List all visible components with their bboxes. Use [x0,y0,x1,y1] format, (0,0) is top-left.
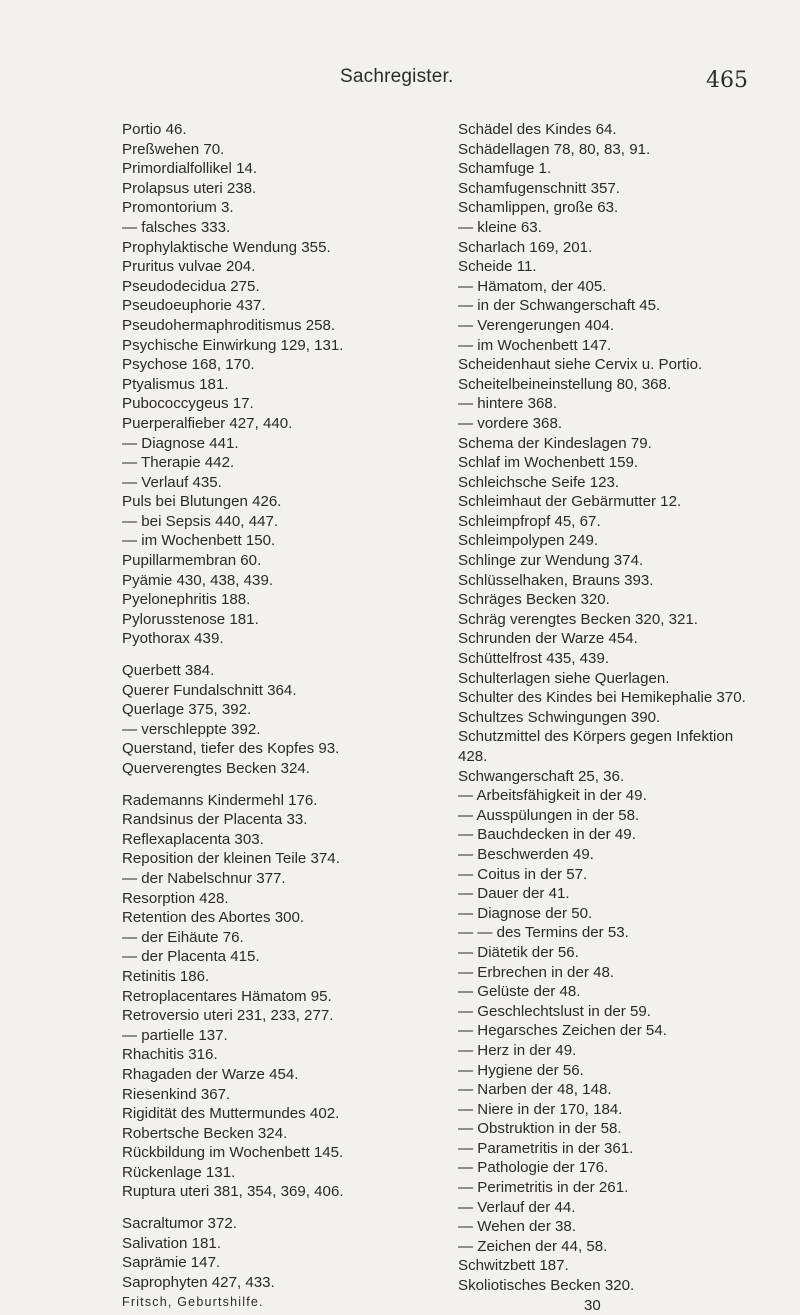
index-entry: Retroplacentares Hämatom 95. [122,987,332,1005]
index-entry: Schamfugenschnitt 357. [458,179,620,197]
index-entry: — der Eihäute 76. [122,928,244,946]
index-entry: — der Placenta 415. [122,948,260,966]
index-entry: Ruptura uteri 381, 354, 369, 406. [122,1183,344,1201]
index-entry: — Verlauf der 44. [458,1198,576,1216]
index-entry: Retinitis 186. [122,967,210,985]
index-entry: Scheidenhaut siehe Cervix u. Portio. [458,356,703,374]
index-entry: — Perimetritis in der 261. [458,1179,629,1197]
index-entry: Schlinge zur Wendung 374. [458,552,644,570]
index-entry: Saprophyten 427, 433. [122,1273,275,1291]
index-entry: Schlüsselhaken, Brauns 393. [458,571,654,589]
index-entry: Schultzes Schwingungen 390. [458,708,661,726]
index-entry: Pseudoeuphorie 437. [122,297,266,315]
index-entry: — der Nabelschnur 377. [122,869,286,887]
index-entry: Pruritus vulvae 204. [122,258,256,276]
index-column-left [122,120,452,1313]
index-entry: Pylorusstenose 181. [122,610,259,628]
index-entry: Portio 46. [122,121,187,138]
index-entry: Reposition der kleinen Teile 374. [122,850,340,868]
index-entry: — Narben der 48, 148. [458,1081,612,1099]
index-entry: — Arbeitsfähigkeit in der 49. [458,787,647,805]
index-entry: Scheide 11. [458,258,537,276]
index-entry: Querstand, tiefer des Kopfes 93. [122,740,340,758]
index-entry: — — des Termins der 53. [458,924,629,942]
index-entry: — Ausspülungen in der 58. [458,806,640,824]
index-entry: Schleimpolypen 249. [458,532,599,550]
index-column-right [458,120,758,1315]
index-entry: — Diagnose der 50. [458,904,593,922]
index-entry: Rigidität des Muttermundes 402. [122,1105,340,1123]
index-entry: Schema der Kindeslagen 79. [458,434,652,452]
signature-mark: 30 [584,1296,601,1314]
index-entry: Pyämie 430, 438, 439. [122,571,274,589]
index-entry: Retention des Abortes 300. [122,909,305,927]
section-gap [122,779,452,791]
index-entry: Preßwehen 70. [122,140,225,158]
index-entry: Schleichsche Seife 123. [458,473,620,491]
index-entry: Puls bei Blutungen 426. [122,493,282,511]
index-entry: — Erbrechen in der 48. [458,963,615,981]
index-entry: — Herz in der 49. [458,1041,577,1059]
index-entry: — Dauer der 41. [458,885,570,903]
index-entry: Schleimhaut der Gebärmutter 12. [458,493,682,511]
index-entry: Schwitzbett 187. [458,1257,569,1275]
index-entry: Pyothorax 439. [122,630,224,648]
index-entry: Scharlach 169, 201. [458,238,593,256]
index-entry: Riesenkind 367. [122,1085,231,1103]
index-entry: Schulter des Kindes bei Hemikephalie 370. [458,689,746,707]
index-entry: Schädel des Kindes 64. [458,121,617,138]
index-entry: — falsches 333. [122,218,231,236]
index-entry: Skoliotisches Becken 320. [458,1277,635,1295]
index-entry: Querverengtes Becken 324. [122,760,310,777]
index-entry: — im Wochenbett 150. [122,532,276,550]
index-entry: — Hegarsches Zeichen der 54. [458,1022,667,1040]
index-entry: Schlaf im Wochenbett 159. [458,454,639,472]
index-entry: Schleimpfropf 45, 67. [458,512,601,530]
index-entry: Querlage 375, 392. [122,701,252,719]
index-entry: — in der Schwangerschaft 45. [458,297,661,315]
index-entry: Schüttelfrost 435, 439. [458,650,610,668]
index-entry: Schulterlagen siehe Querlagen. [458,669,670,687]
index-entry: — Obstruktion in der 58. [458,1120,622,1138]
index-entry: — Pathologie der 176. [458,1159,609,1177]
index-entry: Ptyalismus 181. [122,375,229,393]
index-entry: — Hygiene der 56. [458,1061,584,1079]
page-number: 465 [706,68,748,93]
index-entry: Psychische Einwirkung 129, 131. [122,336,344,354]
index-entry: Prophylaktische Wendung 355. [122,238,331,256]
index-entry: Pseudodecidua 275. [122,277,260,295]
index-entry: Querer Fundalschnitt 364. [122,681,297,699]
index-entry: Rademanns Kindermehl 176. [122,791,318,809]
running-title: Sachregister. [340,66,454,87]
index-entry: Rhachitis 316. [122,1046,218,1064]
index-entry: Rhagaden der Warze 454. [122,1065,299,1083]
index-entry: — Wehen der 38. [458,1218,577,1236]
index-entry: Querbett 384. [122,662,215,680]
index-entry: — Gelüste der 48. [458,983,581,1001]
index-entry: — kleine 63. [458,218,542,236]
index-entry: Pyelonephritis 188. [122,591,251,609]
index-entry: — Verengerungen 404. [458,316,615,334]
index-entry: — bei Sepsis 440, 447. [122,512,279,530]
index-entry: Rückenlage 131. [122,1163,236,1181]
index-entry: Scheitelbeineinstellung 80, 368. [458,375,672,393]
index-entry: Resorption 428. [122,889,229,907]
index-entry: Reflexaplacenta 303. [122,830,264,848]
index-entry: — Beschwerden 49. [458,845,594,863]
index-entry: Schwangerschaft 25, 36. [458,767,625,785]
index-entry: Pseudohermaphroditismus 258. [122,316,336,334]
section-gap [122,649,452,661]
index-entry: Primordialfollikel 14. [122,160,258,178]
index-entry: Prolapsus uteri 238. [122,179,257,197]
index-entry: Sacraltumor 372. [122,1215,237,1233]
index-entry: — vordere 368. [458,414,563,432]
index-entry: Pupillarmembran 60. [122,552,262,570]
index-entry: — Bauchdecken in der 49. [458,826,636,844]
index-entry: — Geschlechtslust in der 59. [458,1002,651,1020]
section-gap [122,1202,452,1214]
index-entry: Pubococcygeus 17. [122,395,254,413]
index-entry: Schrunden der Warze 454. [458,630,638,648]
index-entry: Randsinus der Placenta 33. [122,811,308,829]
index-entry: Salivation 181. [122,1234,222,1252]
index-entry: Schutzmittel des Körpers gegen Infektion 428. [458,728,734,765]
index-entry: — im Wochenbett 147. [458,336,612,354]
index-entry: — Parametritis in der 361. [458,1139,634,1157]
index-entry: Schädellagen 78, 80, 83, 91. [458,140,651,158]
index-entry: Puerperalfieber 427, 440. [122,414,293,432]
index-entry: — Zeichen der 44, 58. [458,1237,608,1255]
index-entry: Schräges Becken 320. [458,591,610,609]
index-entry: Retroversio uteri 231, 233, 277. [122,1007,334,1025]
index-entry: Schamlippen, große 63. [458,199,619,217]
index-entry: Promontorium 3. [122,199,234,217]
index-entry: Saprämie 147. [122,1254,221,1272]
index-entry: Rückbildung im Wochenbett 145. [122,1144,344,1162]
index-entry: — verschleppte 392. [122,720,261,738]
publisher-footer: Fritsch, Geburtshilfe. [122,1295,264,1310]
index-entry: — hintere 368. [458,395,558,413]
index-entry: Schräg verengtes Becken 320, 321. [458,610,698,628]
index-entry: — Coitus in der 57. [458,865,588,883]
index-entry: — Verlauf 435. [122,473,222,491]
index-entry: Robertsche Becken 324. [122,1124,288,1142]
index-entry: — Therapie 442. [122,454,235,472]
index-entry: — Niere in der 170, 184. [458,1100,623,1118]
index-entry: Psychose 168, 170. [122,356,255,374]
index-entry: — Diagnose 441. [122,434,239,452]
index-entry: — Hämatom, der 405. [458,277,607,295]
page-header [0,64,800,94]
index-entry: — partielle 137. [122,1026,228,1044]
index-entry: Schamfuge 1. [458,160,552,178]
index-entry: — Diätetik der 56. [458,943,579,961]
